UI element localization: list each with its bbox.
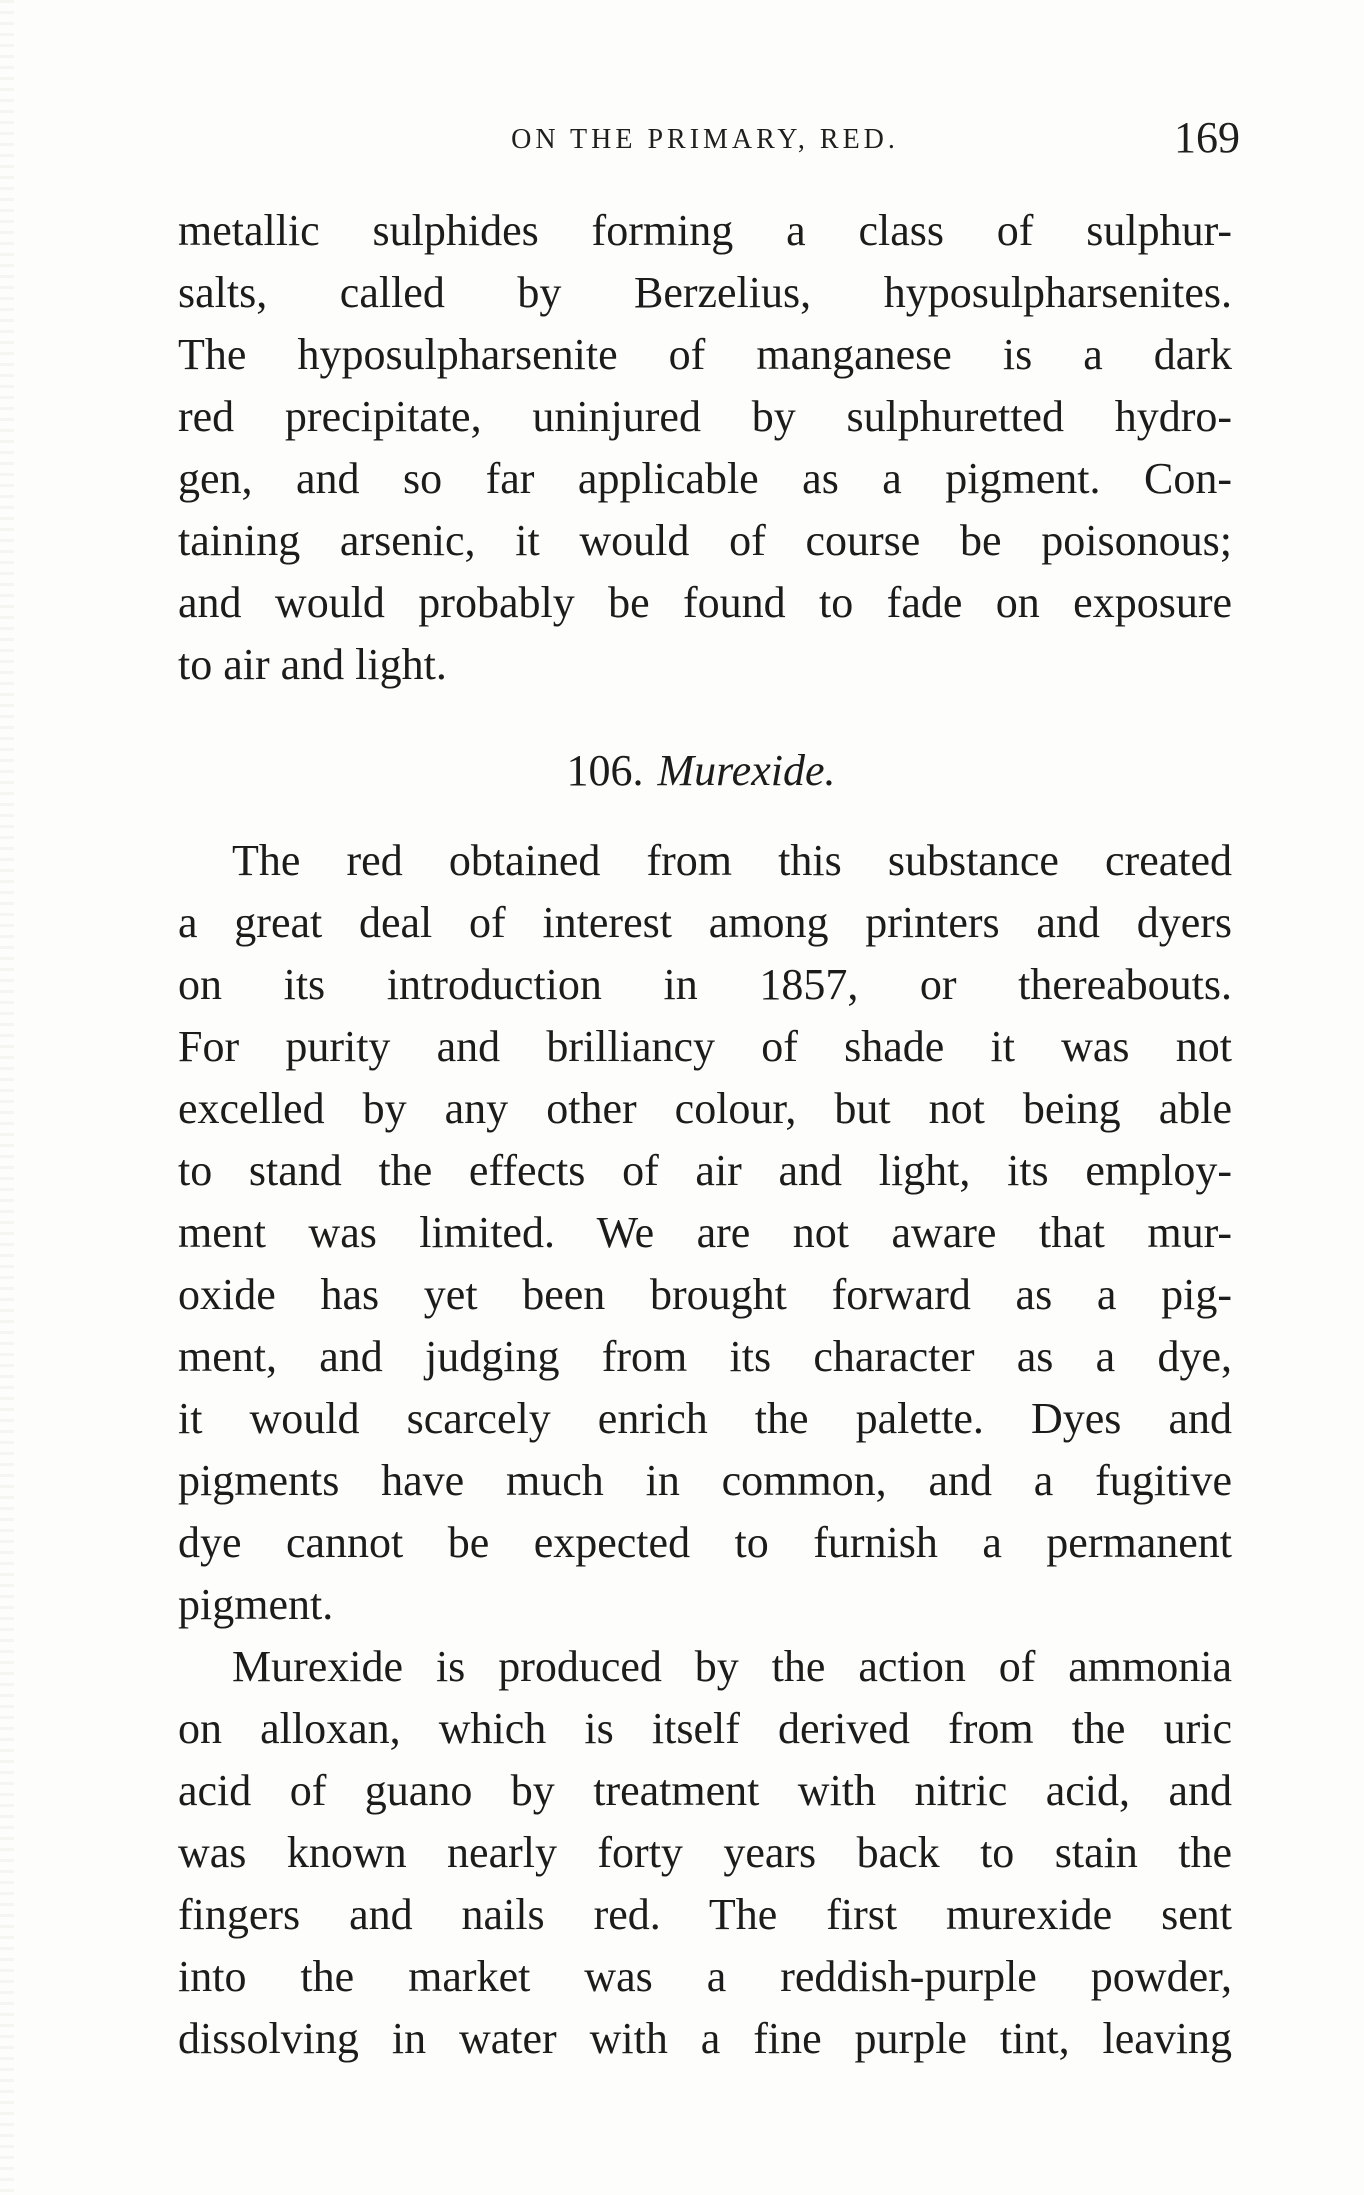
text-line: salts, called by Berzelius, hyposulpharsenites. — [178, 268, 1232, 317]
running-title: ON THE PRIMARY, RED. — [511, 124, 899, 155]
body-text — [170, 200, 1232, 2070]
text-line: pigments have much in common, and a fugitive — [178, 1456, 1232, 1505]
text-line: was known nearly forty years back to stain the — [178, 1828, 1232, 1877]
text-line: pigment. — [178, 1580, 334, 1629]
text-line: acid of guano by treatment with nitric acid, and — [178, 1766, 1232, 1815]
text-line: Murexide is produced by the action of ammonia — [232, 1642, 1232, 1691]
paragraph-1 — [170, 830, 1232, 1636]
text-line: dye cannot be expected to furnish a permanent — [178, 1518, 1232, 1567]
text-line: ment was limited. We are not aware that mur- — [178, 1208, 1232, 1257]
text-line: ment, and judging from its character as a dye, — [178, 1332, 1232, 1381]
text-line: a great deal of interest among printers and dyers — [178, 898, 1232, 947]
running-head — [160, 112, 1250, 168]
text-line: For purity and brilliancy of shade it was not — [178, 1022, 1232, 1071]
intro-paragraph — [170, 200, 1232, 696]
text-line: on alloxan, which is itself derived from the uric — [178, 1704, 1232, 1753]
section-heading — [170, 740, 1232, 802]
text-line: taining arsenic, it would of course be poisonous; — [178, 516, 1232, 565]
text-line: The hyposulpharsenite of manganese is a dark — [178, 330, 1232, 379]
text-line: dissolving in water with a fine purple tint, leaving — [178, 2014, 1232, 2063]
page-number: 169 — [1174, 113, 1240, 162]
text-line: on its introduction in 1857, or thereabouts. — [178, 960, 1232, 1009]
text-line: gen, and so far applicable as a pigment. Con- — [178, 454, 1232, 503]
text-line: into the market was a reddish-purple powder, — [178, 1952, 1232, 2001]
text-line: oxide has yet been brought forward as a pig- — [178, 1270, 1232, 1319]
section-title: Murexide. — [657, 746, 836, 795]
text-line: fingers and nails red. The first murexide sent — [178, 1890, 1232, 1939]
text-line: metallic sulphides forming a class of sulphur- — [178, 206, 1232, 255]
text-line: red precipitate, uninjured by sulphuretted hydro- — [178, 392, 1232, 441]
text-line: and would probably be found to fade on exposure — [178, 578, 1232, 627]
text-line: The red obtained from this substance created — [232, 836, 1232, 885]
paragraph-2 — [170, 1636, 1232, 2070]
section-number: 106. — [566, 746, 644, 795]
page-gutter-edge — [0, 0, 14, 2195]
text-line: excelled by any other colour, but not being able — [178, 1084, 1232, 1133]
text-line: to air and light. — [178, 640, 447, 689]
text-line: it would scarcely enrich the palette. Dyes and — [178, 1394, 1232, 1443]
text-line: to stand the effects of air and light, its employ- — [178, 1146, 1232, 1195]
